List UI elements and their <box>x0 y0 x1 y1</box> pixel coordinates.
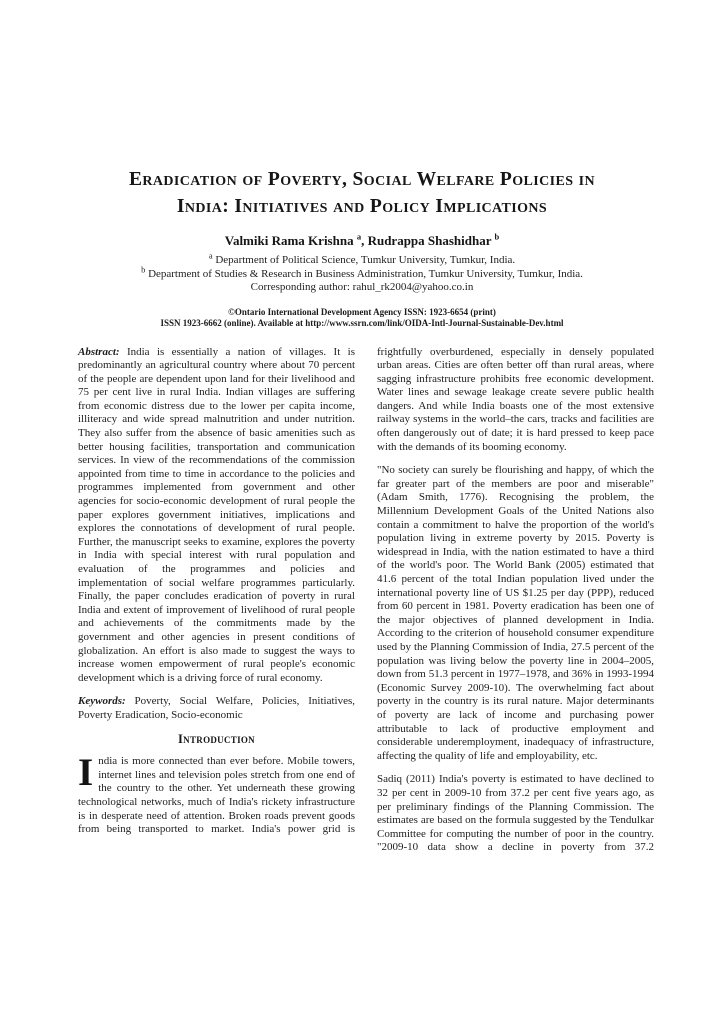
affiliation-a-text: Department of Political Science, Tumkur University, Tumkur, India. <box>212 254 516 266</box>
corresponding-author: Corresponding author: rahul_rk2004@yahoo.co.in <box>250 281 474 293</box>
issn-online-line: ISSN 1923-6662 (online). Available at http://www.ssrn.com/link/OIDA-Intl-Journal-Sustainable-Dev.html <box>160 317 564 328</box>
right-column <box>377 346 654 865</box>
keywords-text: Poverty, Social Welfare, Policies, Initiatives, Poverty Eradication, Socio-economic <box>78 695 355 721</box>
author-2: Rudrappa Shashidhar <box>367 233 492 248</box>
paper-title-line2: India: Initiatives and Policy Implications <box>176 196 548 217</box>
issn-print-line: ©Ontario International Development Agency ISSN: 1923-6654 (print) <box>228 306 496 317</box>
paper-title-line1: Eradication of Poverty, Social Welfare Policies in <box>128 169 596 190</box>
keywords-paragraph <box>78 695 355 722</box>
author-1-superscript: a <box>356 231 362 242</box>
affiliation-a <box>0 250 724 268</box>
left-column <box>78 346 355 865</box>
introduction-text: ndia is more connected than ever before. Mobile towers, internet lines and television poles stretch from one end of the country to the other. Yet underneath these growing technological networks, much of India's rickety infrastructure is in desperate need of attention. Broken roads prevent goods from being transported to market. India's power grid is <box>78 755 355 836</box>
abstract-label: Abstract: <box>78 345 120 358</box>
paper-title <box>0 166 724 220</box>
dropcap-letter: I <box>78 751 94 795</box>
affiliation-b-superscript: b <box>141 263 146 274</box>
authors-separator: , <box>361 233 368 248</box>
authors-line <box>0 233 724 249</box>
affiliation-a-superscript: a <box>208 250 213 261</box>
introduction-heading: Introduction <box>178 731 255 746</box>
body-paragraph-1: frightfully overburdened, especially in densely populated urban areas. Cities are often better off than rural areas, where sagging infrastructure prohibits free economic development. Water lines and sewage leakage create severe public health dangers. And while India boasts one of the most extensive railway systems in the world–the cars, tracks and facilities are often dangerously out of date; it is hard pressed to keep pace with the demands of its booming economy. <box>377 345 654 453</box>
body-columns <box>78 346 654 865</box>
author-2-superscript: b <box>494 231 500 242</box>
author-1: Valmiki Rama Krishna <box>224 233 354 248</box>
body-paragraph-3: Sadiq (2011) India's poverty is estimated to have declined to 32 per cent in 2009-10 from 37.2 per cent five years ago, as per preliminary findings of the Planning Commission. The estimates are based on the formula suggested by the Tendulkar Committee for computing the number of poor in the country. "2009-10 data show a decline in poverty from 37.2 <box>377 773 654 854</box>
introduction-paragraph <box>78 751 355 837</box>
keywords-label: Keywords: <box>78 695 126 708</box>
abstract-text: India is essentially a nation of villages. It is predominantly an agricultural country where about 70 percent of the people are dependent upon land for their livelihood and 75 per cent live in rural India. Indian villages are suffering from economic distress due to the lower per capita income, illiteracy and wide spread malnutrition and under nutrition. They also suffer from the absence of basic amenities such as better housing facilities, transportation and communication services. In view of the recommendations of the commission appointed from time to time in accordance to the policies and programmes implemented from government and other agencies for socio-economic development of rural people the paper explores government initiatives, implications and explores the connotations of development of rural people. Further, the manuscript seeks to examine, explores the poverty in India with special interest with rural population and evaluation of the programmes and policies and implementation of social welfare programmes particularly. Finally, the paper concludes eradication of poverty in rural India and extent of improvement of livelihood of rural people and achievements of the commitments made by the government and other agencies in present conditions of globalization. An effort is also made to suggest the ways to increase women empowerment of rural people's economic development which is a driving force of rural economy. <box>78 345 355 684</box>
abstract-paragraph <box>78 346 355 686</box>
affiliations <box>0 250 724 295</box>
affiliation-b-text: Department of Studies & Research in Business Administration, Tumkur University, Tumkur, India. <box>145 267 583 280</box>
journal-info <box>0 307 724 329</box>
affiliation-b <box>0 263 724 282</box>
body-paragraph-2: "No society can surely be flourishing and happy, of which the far greater part of the members are poor and miserable" (Adam Smith, 1776). Recognising the problem, the Millennium Development Goals of the United Nations also contain a commitment to halve the proportion of the world's population living in extreme poverty by 2015. Poverty is widespread in India, with the nation estimated to have a third of the world's poor. The World Bank (2005) estimated that 41.6 percent of the total Indian population lived under the international poverty line of US $1.25 per day (PPP), reduced from 60 percent in 1981. Poverty eradication has been one of the major objectives of planned development in India. According to the criterion of household consumer expenditure used by the Planning Commission of India, 27.5 percent of the population was living below the poverty line in 2004–2005, down from 51.3 percent in 1977–1978, and 36% in 1993-1994 (Economic Survey 2009-10). The overwhelming fact about poverty in the country is its rural nature. Major determinants of poverty are lack of income and purchasing power attributable to lack of productive employment and considerable underemployment, inadequacy of infrastructure, affecting the quality of life and employability, etc. <box>377 464 654 762</box>
